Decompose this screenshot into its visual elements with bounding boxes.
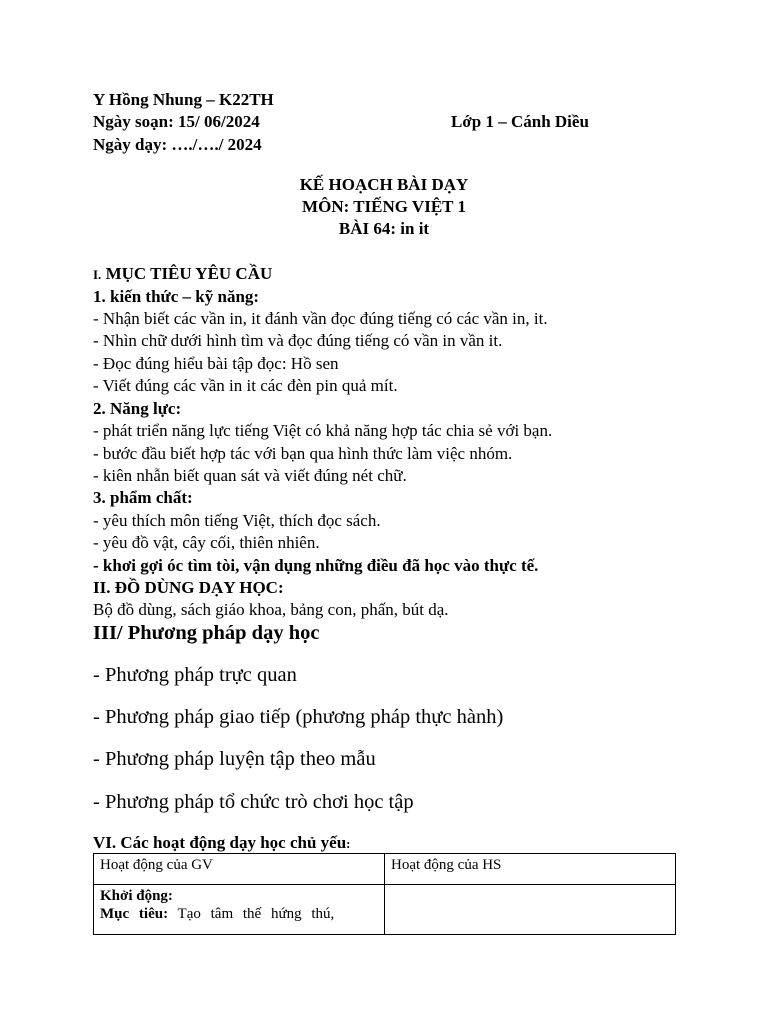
section-2-heading: II. ĐỒ DÙNG DẠY HỌC:: [93, 578, 284, 597]
header-gv: Hoạt động của GV: [94, 854, 385, 885]
cell-hs-warmup: [385, 885, 676, 935]
list-item: - bước đầu biết hợp tác với bạn qua hình thức làm việc nhóm.: [93, 444, 513, 463]
subsection-1-number: 1: [93, 287, 102, 306]
subsection-1-title: . kiến thức – kỹ năng:: [101, 287, 260, 306]
list-item: - yêu thích môn tiếng Việt, thích đọc sách.: [93, 511, 381, 530]
title-line-1: KẾ HOẠCH BÀI DẠY: [299, 175, 469, 194]
warmup-objective: [100, 905, 378, 923]
section-4-heading: [93, 832, 351, 855]
activities-table: [93, 853, 676, 935]
header-hs: Hoạt động của HS: [385, 854, 676, 885]
table-row: [94, 885, 676, 935]
subsection-1-heading: [93, 286, 259, 308]
list-item-bold: - khơi gợi óc tìm tòi, vận dụng những điều đã học vào thực tế.: [93, 556, 539, 575]
class-label: Lớp 1 – Cánh Diều: [451, 112, 589, 131]
table-header-row: [94, 854, 676, 885]
author-line: Y Hồng Nhung – K22TH: [93, 90, 274, 109]
list-item: - kiên nhẫn biết quan sát và viết đúng nét chữ.: [93, 466, 407, 485]
title-line-2: MÔN: TIẾNG VIỆT 1: [302, 197, 466, 216]
method-item: - Phương pháp tổ chức trò chơi học tập: [93, 791, 414, 813]
section-3-heading: III/ Phương pháp dạy học: [93, 622, 320, 644]
cell-gv-warmup: [94, 885, 385, 935]
teach-date: Ngày dạy: …./…./ 2024: [93, 135, 262, 154]
section-1-numeral: I.: [93, 267, 102, 282]
subsection-3-heading: 3. phẩm chất:: [93, 488, 193, 507]
method-item: - Phương pháp trực quan: [93, 664, 297, 686]
list-item: - Viết đúng các vần in it các đèn pin quả mít.: [93, 376, 398, 395]
section-1-title: MỤC TIÊU YÊU CẦU: [105, 264, 273, 283]
objective-text: Tạo tâm thế hứng thú,: [168, 906, 335, 922]
list-item: - phát triển năng lực tiếng Việt có khả năng hợp tác chia sẻ với bạn.: [93, 421, 553, 440]
list-item: - yêu đồ vật, cây cối, thiên nhiên.: [93, 533, 320, 552]
list-item: - Nhìn chữ dưới hình tìm và đọc đúng tiếng có vần in vần it.: [93, 331, 503, 350]
section-4-colon: :: [346, 836, 351, 851]
subsection-2-heading: 2. Năng lực:: [93, 399, 182, 418]
objective-label: Mục tiêu:: [100, 906, 169, 922]
prep-date: Ngày soạn: 15/ 06/2024: [93, 112, 260, 131]
list-item: - Nhận biết các vần in, it đánh vần đọc đúng tiếng có các vần in, it.: [93, 309, 548, 328]
section-2-text: Bộ đồ dùng, sách giáo khoa, bảng con, phấn, bút dạ.: [93, 600, 449, 619]
section-1-heading: [93, 263, 272, 286]
list-item: - Đọc đúng hiểu bài tập đọc: Hồ sen: [93, 354, 339, 373]
method-item: - Phương pháp giao tiếp (phương pháp thực hành): [93, 706, 504, 728]
warmup-title: Khởi động:: [100, 888, 173, 904]
title-line-3: BÀI 64: in it: [338, 219, 430, 238]
method-item: - Phương pháp luyện tập theo mẫu: [93, 748, 376, 770]
section-4-title: VI. Các hoạt động dạy học chủ yếu: [93, 833, 347, 852]
